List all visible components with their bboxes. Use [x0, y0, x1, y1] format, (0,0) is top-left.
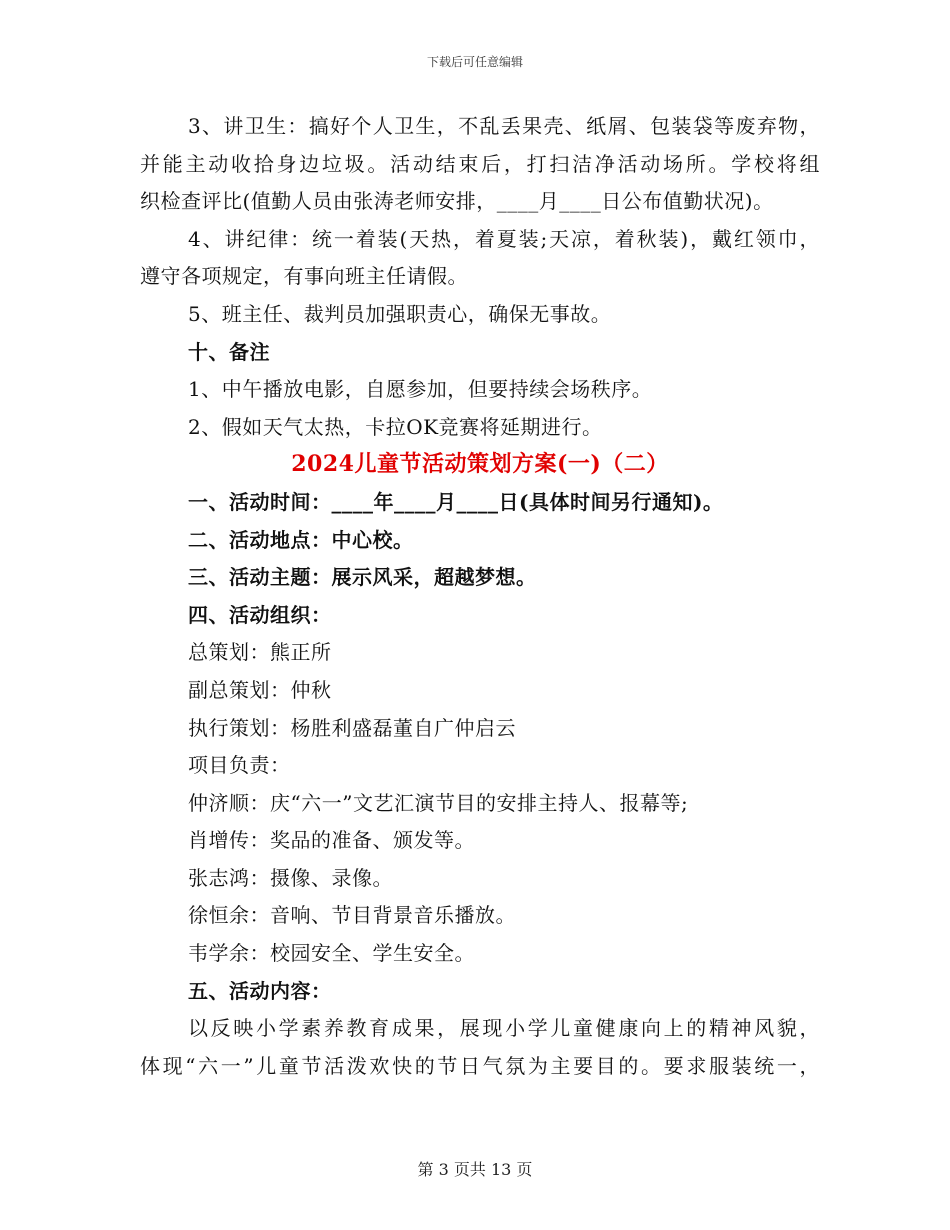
document-title: 2024儿童节活动策划方案(一)（二） — [291, 451, 669, 478]
paragraph-line: 以反映小学素养教育成果，展现小学儿童健康向上的精神风貌， — [188, 1016, 820, 1041]
paragraph-line: 4、讲纪律：统一着装(天热，着夏装;天凉，着秋装)，戴红领巾， — [188, 226, 820, 251]
paragraph-line: 织检查评比(值勤人员由张涛老师安排，____月____日公布值勤状况)。 — [140, 189, 774, 214]
document-body — [140, 108, 820, 1085]
paragraph-line: 并能主动收拾身边垃圾。活动结束后，打扫洁净活动场所。学校将组 — [140, 151, 820, 176]
list-item: 副总策划：仲秋 — [188, 677, 332, 702]
section-heading: 三、活动主题：展示风采，超越梦想。 — [188, 565, 537, 590]
page-header: 下载后可任意编辑 — [426, 55, 523, 69]
list-item: 项目负责： — [188, 753, 291, 778]
list-item: 肖增传：奖品的准备、颁发等。 — [188, 828, 475, 853]
list-item: 徐恒余：音响、节目背景音乐播放。 — [188, 903, 516, 928]
paragraph-line: 体现“六一”儿童节活泼欢快的节日气氛为主要目的。要求服装统一， — [140, 1053, 820, 1078]
list-item: 总策划：熊正所 — [188, 640, 332, 665]
list-item: 韦学余：校园安全、学生安全。 — [188, 941, 475, 966]
section-heading: 四、活动组织： — [188, 602, 332, 627]
paragraph-line: 1、中午播放电影，自愿参加，但要持续会场秩序。 — [188, 377, 653, 402]
paragraph-line: 5、班主任、裁判员加强职责心，确保无事故。 — [188, 301, 612, 326]
section-heading: 五、活动内容： — [188, 978, 332, 1003]
list-item: 张志鸿：摄像、录像。 — [188, 865, 393, 890]
section-heading: 二、活动地点：中心校。 — [188, 527, 414, 552]
page-footer: 第 3 页共 13 页 — [417, 1160, 533, 1179]
paragraph-line: 遵守各项规定，有事向班主任请假。 — [140, 264, 468, 289]
paragraph-line: 2、假如天气太热，卡拉OK竞赛将延期进行。 — [188, 414, 603, 439]
list-item: 仲济顺：庆“六一”文艺汇演节目的安排主持人、报幕等; — [188, 790, 689, 815]
section-heading: 一、活动时间：____年____月____日(具体时间另行通知)。 — [188, 489, 724, 514]
section-heading: 十、备注 — [188, 339, 270, 364]
paragraph-line: 3、讲卫生：搞好个人卫生，不乱丢果壳、纸屑、包装袋等废弃物， — [188, 114, 820, 138]
list-item: 执行策划：杨胜利盛磊董自广仲启云 — [188, 715, 516, 740]
